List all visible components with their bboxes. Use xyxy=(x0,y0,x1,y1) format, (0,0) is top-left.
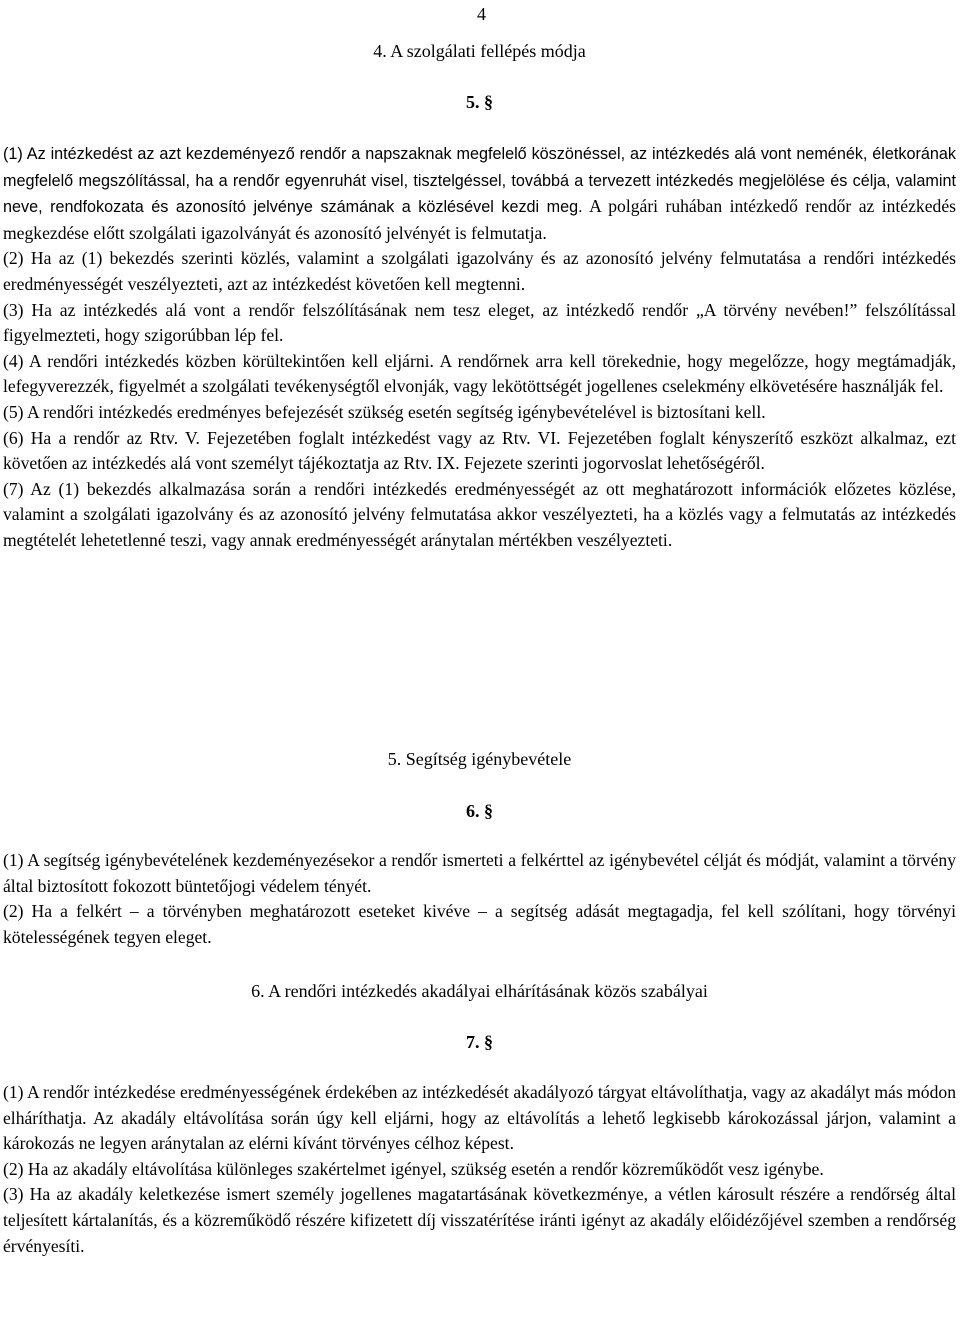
paragraph-5-5: (5) A rendőri intézkedés eredményes befejezését szükség esetén segítség igénybevételével is biztosítani kell. xyxy=(3,401,766,422)
paragraph-7-3: (3) Ha az akadály keletkezése ismert személy jogellenes magatartásának következménye, a vétlen károsult részére a rendőrség által teljesített kártalanítás, és a közreműködő részére kifizetett díj visszatérítése iránti igényt az akadály előidézőjével szemben a rendőrség érvényesíti. xyxy=(3,1184,956,1256)
paragraph-7-2: (2) Ha az akadály eltávolítása különleges szakértelmet igényel, szükség esetén a rendőr közreműködőt vesz igénybe. xyxy=(3,1158,824,1179)
page-number: 4 xyxy=(477,4,486,24)
paragraph-5-3: (3) Ha az intézkedés alá vont a rendőr felszólításának nem tesz eleget, az intézkedő rendőr „A törvény nevében!” felszólítással figyelmezteti, hogy szigorúbban lép fel. xyxy=(3,299,956,346)
paragraph-6-2: (2) Ha a felkért – a törvényben meghatározott eseteket kivéve – a segítség adását megtagadja, fel kell szólítani, hogy törvényi kötelességének tegyen eleget. xyxy=(3,901,956,947)
section-heading-7: 7. § xyxy=(466,1032,493,1052)
paragraph-5-1 xyxy=(3,141,956,246)
section-7-body xyxy=(3,1080,956,1259)
paragraph-5-2: (2) Ha az (1) bekezdés szerinti közlés, valamint a szolgálati igazolvány és az azonosító jelvény felmutatása a rendőri intézkedés eredményességét veszélyezteti, azt az intézkedést követően kell megtenni. xyxy=(3,248,956,294)
paragraph-5-1-sans: (1) Az intézkedést az azt kezdeményező rendőr a napszaknak megfelelő köszönéssel, az intézkedés alá vont neménék, életkorának megfelelő megszólítással, ha a rendőr egyenruhát visel, tisztelgéssel, továbbá a tervezett intézkedés megjelölése és célja, valamint neve, rendfokozata és azonosító jelvénye számának a közlésével kezdi meg. xyxy=(3,145,956,217)
paragraph-5-7: (7) Az (1) bekezdés alkalmazása során a rendőri intézkedés eredményességét az ott meghatározott információk előzetes közlése, valamint a szolgálati igazolvány és az azonosító jelvény felmutatása akkor veszélyezteti, ha a közlés vagy a felmutatás az intézkedés megtételét lehetetlenné teszi, vagy annak eredményességét aránytalan mértékben veszélyezteti. xyxy=(3,478,956,550)
paragraph-5-4: (4) A rendőri intézkedés közben körültekintően kell eljárni. A rendőrnek arra kell törekednie, hogy megelőzze, hogy megtámadják, lefegyverezzék, figyelmét a szolgálati tevékenységtől elvonják, vagy lekötöttségét jogellenes cselekmény elkövetésére használják fel. xyxy=(3,350,956,397)
chapter-title-5: 5. Segítség igénybevétele xyxy=(387,749,572,769)
section-6-body xyxy=(3,848,956,950)
section-5-body xyxy=(3,141,956,554)
paragraph-5-6: (6) Ha a rendőr az Rtv. V. Fejezetében foglalt intézkedést vagy az Rtv. VI. Fejezetében foglalt kényszerítő eszközt alkalmaz, ezt követően az intézkedés alá vont személyt tájékoztatja az Rtv. IX. Fejezete szerinti jogorvoslat lehetőségéről. xyxy=(3,427,956,474)
chapter-title-4: 4. A szolgálati fellépés módja xyxy=(373,41,586,61)
section-heading-6: 6. § xyxy=(466,801,493,821)
chapter-title-6: 6. A rendőri intézkedés akadályai elhárításának közös szabályai xyxy=(251,981,708,1001)
paragraph-5-1-serif: A polgári ruhában intézkedő rendőr az intézkedés megkezdése előtt szolgálati igazolványát és azonosító jelvényét is felmutatja. xyxy=(3,196,956,243)
paragraph-7-1: (1) A rendőr intézkedése eredményességének érdekében az intézkedését akadályozó tárgyat eltávolíthatja, vagy az akadályt más módon elháríthatja. Az akadály eltávolítása során úgy kell eljárni, hogy az eltávolítás a lehető legkisebb károkozással járjon, valamint a károkozás ne legyen aránytalan az elérni kívánt törvényes célhoz képest. xyxy=(3,1082,956,1154)
paragraph-6-1: (1) A segítség igénybevételének kezdeményezésekor a rendőr ismerteti a felkérttel az igénybevétel célját és módját, valamint a törvény által biztosított fokozott büntetőjogi védelem tényét. xyxy=(3,850,956,896)
section-heading-5: 5. § xyxy=(466,92,493,112)
